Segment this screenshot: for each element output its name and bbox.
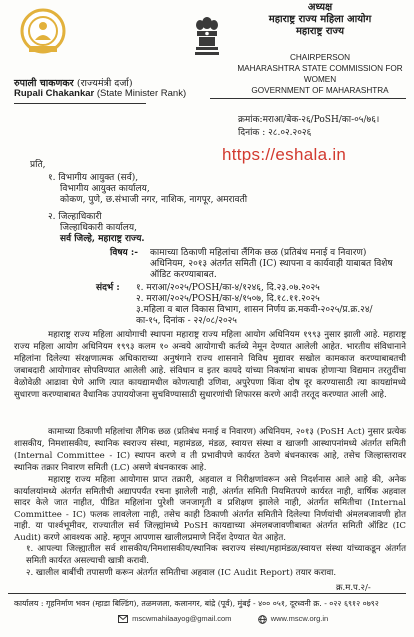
- footer-website[interactable]: www.mscw.org.in: [270, 614, 329, 623]
- addressee-2-line-2: जिल्हाधिकारी कार्यालय,: [60, 223, 137, 233]
- left-header-divider: [14, 103, 146, 104]
- name-english: Rupali Chakankar: [14, 88, 95, 99]
- title-en-chair: CHAIRPERSON: [289, 53, 351, 62]
- watermark-link[interactable]: https://eshala.in: [222, 145, 347, 164]
- title-mr-chair: अध्यक्ष: [307, 2, 333, 13]
- subject-line-3: ऑडिट करण्याबाबत.: [150, 270, 217, 280]
- body-paragraph-2: कामाच्या ठिकाणी महिलांचा लैंगिक छळ (प्रतिबंध मनाई व निवारण) अधिनियम, २०१३ (PoSH Act) नुसार प्रत्येक शासकीय, निमशासकीय, स्थानिक स्वराज्य संस्था, महामंडळ, मंडळ, स्वायत्त संस्था व खाजगी आस्थापनांमध्ये अंतर्गत समिती (Internal Committee - IC) स्थापन करणे व ती प्रभावीपणे कार्यरत ठेवणे बंधनकारक आहे, तसेच जिल्हास्तरावर स्थानिक तक्रार निवारण समिती (LC) असणे बंधनकारक आहे.: [14, 427, 406, 473]
- footer-email[interactable]: mscwmahilaayog@gmail.com: [132, 614, 232, 623]
- state-emblem-icon: [192, 14, 222, 58]
- reference-line-4: का-१५, दिनांक - २२/०८/२०२५: [136, 316, 237, 326]
- addressee-1-line-2: विभागीय आयुक्त कार्यालय,: [60, 184, 150, 194]
- directive-1: १. आपल्या जिल्ह्यातील सर्व शासकीय/निमशासकीय/स्थानिक स्वराज्य संस्था/महामंडळ/स्वायत्त संस्था यांच्याकडून अंतर्गत समिती कार्यरत असल्याची खात्री करावी.: [26, 544, 406, 566]
- addressee-1-line-1: १. विभागीय आयुक्त (सर्व),: [48, 173, 139, 183]
- rank-marathi: (राज्यमंत्री दर्जा): [76, 78, 133, 89]
- references-label: संदर्भ :: [96, 283, 120, 293]
- directive-2: २. खालील बाबींची तपासणी करून अंतर्गत समितीचा अहवाल (IC Audit Report) तयार करावा.: [26, 568, 337, 578]
- globe-icon: [258, 615, 267, 624]
- commission-header: [232, 2, 408, 96]
- reference-line-2: २. मराआ/२०२५/POSH/का-४/१५०७, दि.१८.११.२०२५: [136, 294, 320, 304]
- footer-divider: [8, 593, 406, 594]
- subject-label: विषय :-: [110, 248, 138, 258]
- title-mr-state: महाराष्ट्र राज्य: [295, 26, 345, 37]
- title-en-government: GOVERNMENT OF MAHARASHTRA: [251, 86, 389, 95]
- continuation-marker: क्र.म.प.२/-: [336, 583, 371, 593]
- name-marathi: रुपाली चाकणकर: [14, 78, 74, 89]
- addressee-1-line-3: कोकण, पुणे, छ.संभाजी नगर, नाशिक, नागपूर, अमरावती: [60, 195, 248, 205]
- commission-logo-icon: [20, 8, 66, 54]
- subject-line-2: अधिनियम, २०१३ अंतर्गत समिती (IC) स्थापना व कार्यवाही याबाबत विशेष: [150, 259, 393, 269]
- right-header-divider: [210, 98, 406, 99]
- subject-line-1: कामाच्या ठिकाणी महिलांचा लैंगिक छळ (प्रतिबंध मनाई व निवारण): [150, 248, 367, 258]
- body-paragraph-1: महाराष्ट्र राज्य महिला आयोगाची स्थापना महाराष्ट्र राज्य महिला आयोग अधिनियम १९९३ नुसार झाली आहे. महाराष्ट्र राज्य महिला आयोग अधिनियम १९९३ कलम १० अन्वये आयोगाची कर्तव्ये नेमून देण्यात आलेली आहेत. भारतीय संविधानाने महिलांना दिलेल्या संरक्षणात्मक अधिकाराच्या अनुषंगाने राज्य शासनाने विविध मुद्यावर सखोल कामकाज करण्याबाबतची जबाबदारी आयोगावर सोपविण्यात आलेली आहे. संविधान व इतर कायदे यांच्या निकषांना बाधक होणाऱ्या विद्यमान तरतुदींचा वेळोवेळी आढावा घेणे आणि त्यात कायद्यामधील कोणत्याही उणिवा, अपुरेपणा किंवा दोष दूर करण्यासाठी त्या कायद्यांमध्ये सुधारणा करण्याबाबत वैधानिक उपाययोजना सुचविण्यासाठी सुधारणांची शिफारस करणे आदी तरतूद करण्यात आली आहे.: [14, 330, 406, 400]
- reference-line-1: १. मराआ/२०२५/POSH/का-४/१२४६, दि.२३.०७.२०२५: [136, 283, 320, 293]
- addressee-2-line-3: सर्व जिल्हे, महाराष्ट्र राज्य.: [60, 234, 145, 244]
- title-mr-commission: महाराष्ट्र राज्य महिला आयोग: [268, 14, 372, 25]
- rank-english: (State Minister Rank): [96, 88, 187, 99]
- chairperson-name-english: [14, 88, 186, 99]
- title-en-commission: MAHARASHTRA STATE COMMISSION FOR WOMEN: [237, 64, 403, 84]
- reference-line-3: ३.महिला व बाल विकास विभाग, शासन निर्णय क्र.मकवी-२०२५/प्र.क्र.२४/: [136, 305, 373, 315]
- footer-address: कार्यालय : गृहनिर्माण भवन (म्हाडा बिल्डिंग), तळमजला, कलानगर, बांद्रे (पूर्व), मुंबई - ४०० ०५१, दूरध्वनी क्र. - ०२२ ६९१२ ०७९२: [14, 599, 379, 608]
- reference-number: क्रमांक:मराआ/बेक-२६/PoSH/का-०५/७६।: [238, 115, 380, 125]
- letter-date: दिनांक : २८.०२.२०२६: [238, 128, 312, 138]
- email-icon: [118, 615, 128, 623]
- footer-contact: [118, 614, 328, 624]
- addressee-2-line-1: २. जिल्हाधिकारी: [48, 212, 102, 222]
- salutation: प्रति,: [30, 160, 46, 170]
- body-paragraph-3: महाराष्ट्र राज्य महिला आयोगास प्राप्त तक्रारी, अहवाल व निरीक्षणांवरून असे निदर्शनास आले आहे की, अनेक कार्यालयांमध्ये अंतर्गत समितीची अद्यापपर्यंत रचना झालेली नाही, अंतर्गत समिती नियमितपणे कार्यरत नाही, वार्षिक अहवाल सादर केले जात नाहीत, पीडित महिलांना पुरेशी जनजागृती व प्रशिक्षण झालेले नाही, अंतर्गत समितीचा (Internal Committee - IC) फलक लावलेला नाही, तसेच काही ठिकाणी अंतर्गत समितीने दिलेल्या निर्णयांची अंमलबजावणी होत नाही. या पार्श्वभूमीवर, राज्यातील सर्व जिल्ह्यांमध्ये PoSH कायद्याच्या अंमलबजावणीबाबत अंतर्गत समिती ऑडिट (IC Audit) करणे आवश्यक आहे. म्हणून आपणास खालीलप्रमाणे निर्देश देण्यात येत आहेत.: [14, 475, 406, 543]
